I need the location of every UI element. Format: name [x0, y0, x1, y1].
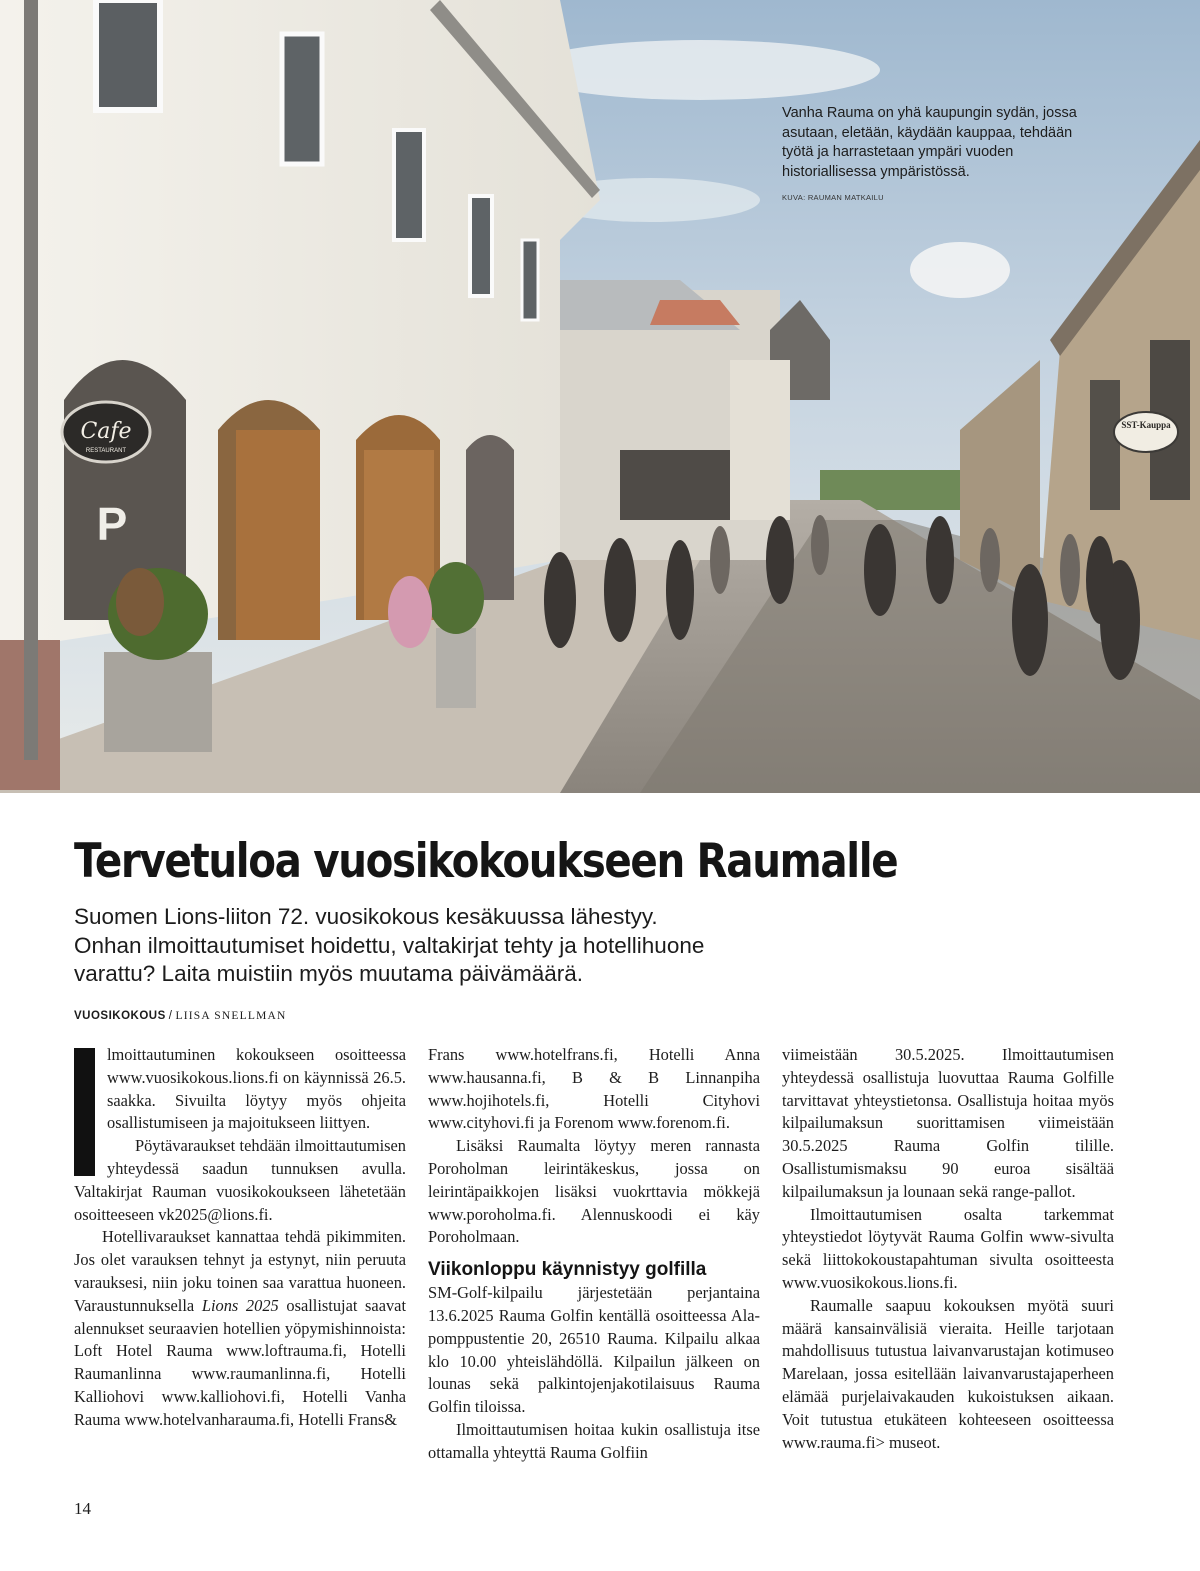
- article-lead: Suomen Lions-liiton 72. vuosikokous kesäkuussa lähestyy. Onhan ilmoittautumiset hoidettu, valtakirjat tehty ja hotellihuone varattu? Laita muistiin myös muutama päivämäärä.: [74, 904, 705, 986]
- paragraph: Pöytävaraukset tehdään ilmoittautumisen yhteydessä saadun tunnuksen avulla. Valtakirjat Rauman vuosikokoukseen lähetetään osoitteeseen vk2025@lions.fi.: [74, 1136, 406, 1224]
- drop-cap-i: [74, 1048, 95, 1176]
- paragraph: lmoittautuminen kokoukseen osoitteessa www.vuosikokous.lions.fi on käynnissä 26.5. saakka. Sivuilta löytyy myös ohjeita osallistumiseen ja majoitukseen liittyen.: [107, 1045, 406, 1133]
- paragraph: [74, 1226, 406, 1431]
- article-headline: Tervetuloa vuosikokoukseen Raumalle: [74, 834, 898, 889]
- parking-sign-text: P: [96, 498, 128, 550]
- sst-sign-text: SST-Kauppa: [1121, 420, 1171, 430]
- paragraph: viimeistään 30.5.2025. Ilmoittautumisen yhteydessä osallistuja luovuttaa Rauma Golfille tarvittavat yhteystietonsa. Osallistuja hoitaa myös kilpailumaksun suorittamisen viimeistään 30.5.2025 Rauma Golfin tilille. Osallistumismaksu 90 euroa sisältää kilpailumaksun ja lounaan sekä range-pallot.: [782, 1045, 1114, 1201]
- byline: [74, 1008, 287, 1024]
- body-column-2: [428, 1044, 760, 1465]
- paragraph: Raumalle saapuu kokouksen myötä suuri määrä kansainvälisiä vieraita. Heille tarjotaan mahdollisuus tutustua laivanvarustajan kotimuseo Marelaan, jossa esitellään laivanvarustajaperheen elämää purjelaivakauden kukoistuksen aikaan. Voit tutustua etukäteen kohteeseen osoitteessa www.rauma.fi> museot.: [782, 1295, 1114, 1452]
- byline-separator: /: [168, 1010, 173, 1022]
- page-number: 14: [74, 1499, 91, 1518]
- paragraph: Ilmoittautumisen osalta tarkemmat yhteystiedot löytyvät Rauma Golfin www-sivulta sekä liittokokoustapahtuman sivulta osoitteesta www.vuosikokous.lions.fi.: [782, 1204, 1114, 1292]
- paragraph: Lisäksi Raumalta löytyy meren rannasta Poroholman leirintäkeskus, jossa on leirintäpaikkojen lisäksi vuokrttavia mökkejä www.poroholma.fi. Alennuskoodi ei käy Poroholmaan.: [428, 1136, 760, 1247]
- cafe-sign-subtext: RESTAURANT: [85, 448, 127, 454]
- byline-author: LIISA SNELLMAN: [175, 1010, 287, 1022]
- cafe-sign-text: Cafe: [80, 419, 132, 444]
- photo-caption-text: Vanha Rauma on yhä kaupungin sydän, jossa asutaan, eletään, käydään kauppaa, tehdään työtä ja harrastetaan ympäri vuoden historiallisessa ympäristössä.: [782, 105, 1077, 180]
- photo-caption: [782, 104, 1082, 203]
- paragraph: Frans www.hotelfrans.fi, Hotelli Anna www.hausanna.fi, B & B Linnanpiha www.hojihotels.fi, Hotelli Cityhovi www.cityhovi.fi ja Forenom www.forenom.fi.: [428, 1045, 760, 1133]
- paragraph-text: Hotellivaraukset kannattaa tehdä pikimmiten. Jos olet varauksen tehnyt ja estynyt, niin peruuta varauksesi, niin joku toinen saa varattua huoneen. Varaustunnuksella: [74, 1227, 406, 1315]
- byline-section: VUOSIKOKOUS: [74, 1010, 166, 1022]
- booking-code: Lions 2025: [201, 1295, 279, 1315]
- body-column-3: [782, 1044, 1114, 1454]
- paragraph: SM-Golf-kilpailu järjestetään perjantaina 13.6.2025 Rauma Golfin kentällä osoitteessa Ala-pomppustentie 20, 26510 Rauma. Kilpailu alkaa klo 10.00 yhteislähdöllä. Kilpailun jälkeen on lounas sekä palkintojenjakotilaisuus Rauma Golfin tiloissa.: [428, 1283, 760, 1417]
- paragraph-text: osallistujat saavat alennukset seuraavien hotellien yöpymishinnoista: Loft Hotel Rauma www.loftrauma.fi, Hotelli Raumanlinna www.raumanlinna.fi, Hotelli Kalliohovi www.kalliohovi.fi, Hotelli Vanha Rauma www.hotelvanharauma.fi, Hotelli Frans&: [74, 1295, 407, 1429]
- subheading: Viikonloppu käynnistyy golfilla: [428, 1259, 707, 1281]
- photo-credit: KUVA: RAUMAN MATKAILU: [782, 193, 884, 202]
- paragraph: Ilmoittautumisen hoitaa kukin osallistuja itse ottamalla yhteyttä Rauma Golfiin: [428, 1419, 760, 1462]
- body-column-1: [74, 1044, 406, 1432]
